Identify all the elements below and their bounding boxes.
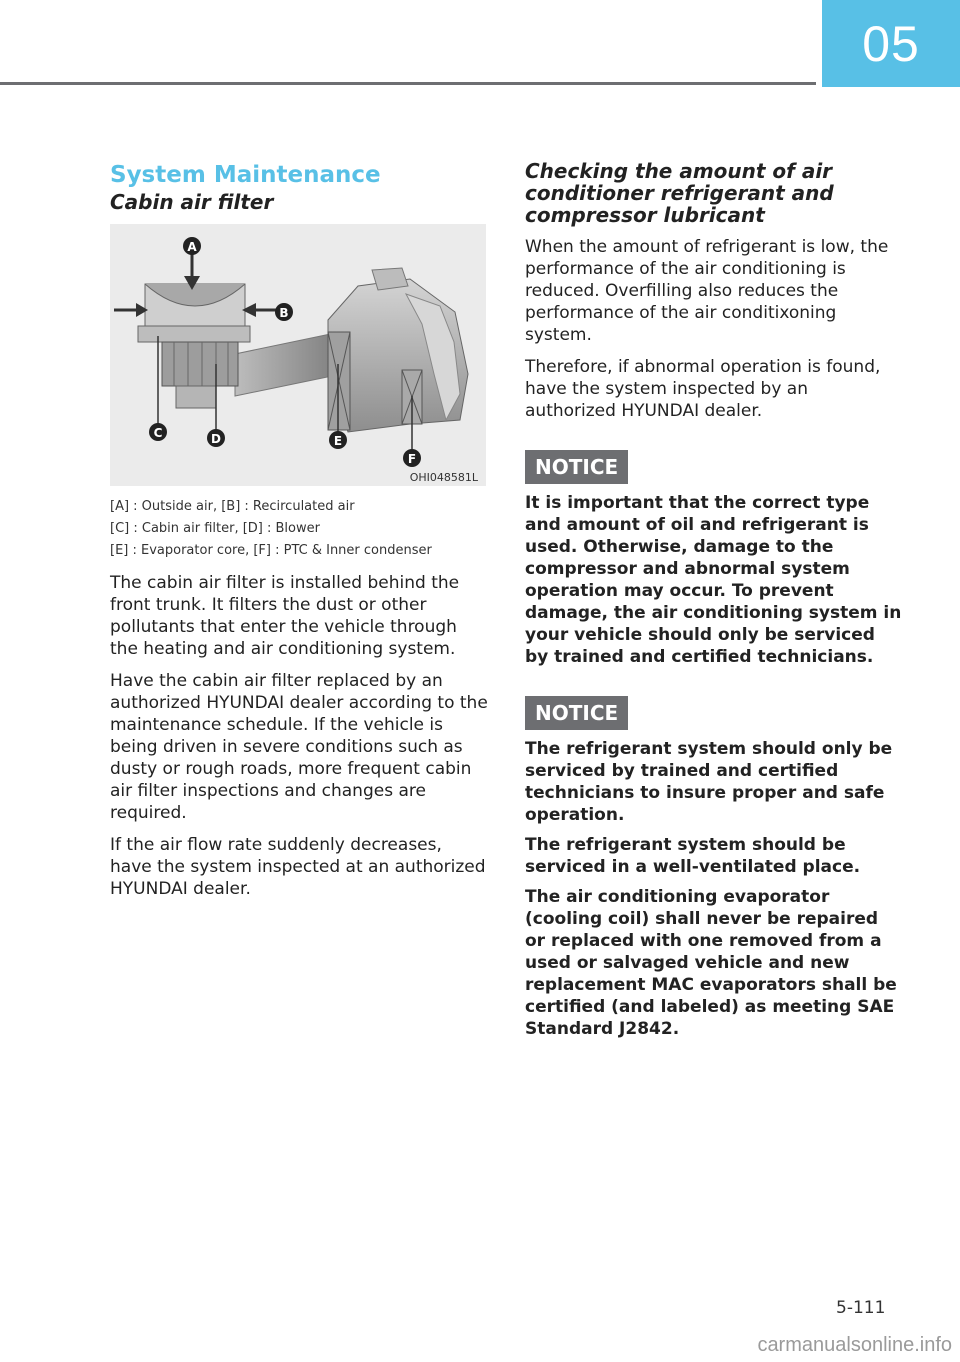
label-e: E [333, 434, 343, 448]
watermark: carmanualsonline.info [757, 1334, 952, 1356]
notice-text: The air conditioning evaporator (cooling coil) shall never be repaired or replaced with one removed from a used or salvaged vehicle and new replacement MAC evaporators shall be certified (and labeled) as meeting SAE Standard J2842. [525, 887, 897, 1039]
label-f: F [407, 452, 417, 466]
notice-badge: NOTICE [525, 696, 628, 730]
notice-text: The refrigerant system should be serviced in a well-ventilated place. [525, 835, 861, 877]
label-c: C [153, 426, 163, 440]
sub-title-cabin-filter: Cabin air filter [110, 190, 274, 214]
right-column [525, 160, 903, 1040]
notice-text: The refrigerant system should only be serviced by trained and certified technicians to insure proper and safe operation. [525, 739, 893, 825]
label-b: B [279, 306, 289, 320]
sub-title-refrigerant: Checking the amount of air conditioner refrigerant and compressor lubricant [525, 159, 834, 227]
chapter-tab: 05 [822, 0, 960, 87]
caption-line: [C] : Cabin air filter, [D] : Blower [110, 521, 320, 536]
figure-captions [110, 496, 488, 562]
label-a: A [187, 240, 197, 254]
body-paragraph: Have the cabin air filter replaced by an authorized HYUNDAI dealer according to the maintenance schedule. If the vehicle is being driven in severe conditions such as dusty or rough roads, more frequent cabin air filter inspections and changes are required. [110, 671, 488, 823]
label-d: D [211, 432, 221, 446]
body-paragraph: Therefore, if abnormal operation is found, have the system inspected by an authorized HYUNDAI dealer. [525, 357, 881, 421]
header-rule [0, 82, 816, 85]
caption-line: [A] : Outside air, [B] : Recirculated air [110, 499, 355, 514]
page-number: 5-111 [836, 1298, 886, 1318]
notice-badge: NOTICE [525, 450, 628, 484]
body-paragraph: If the air flow rate suddenly decreases, have the system inspected at an authorized HYUNDAI dealer. [110, 835, 486, 899]
cabin-filter-diagram [110, 224, 486, 486]
figure-code: OHI048581L [409, 471, 478, 484]
body-paragraph: The cabin air filter is installed behind the front trunk. It filters the dust or other pollutants that enter the vehicle through the heating and air conditioning system. [110, 573, 460, 659]
notice-text: It is important that the correct type and amount of oil and refrigerant is used. Otherwise, damage to the compressor and abnormal system operation may occur. To prevent damage, the air conditioning system in your vehicle should only be serviced by trained and certified technicians. [525, 493, 902, 667]
diagram-illustration [110, 224, 486, 486]
section-title: System Maintenance [110, 162, 381, 188]
caption-line: [E] : Evaporator core, [F] : PTC & Inner condenser [110, 543, 432, 558]
left-column [110, 160, 488, 900]
body-paragraph: When the amount of refrigerant is low, the performance of the air conditioning is reduced. Overfilling also reduces the performance of the air conditixoning system. [525, 237, 889, 345]
